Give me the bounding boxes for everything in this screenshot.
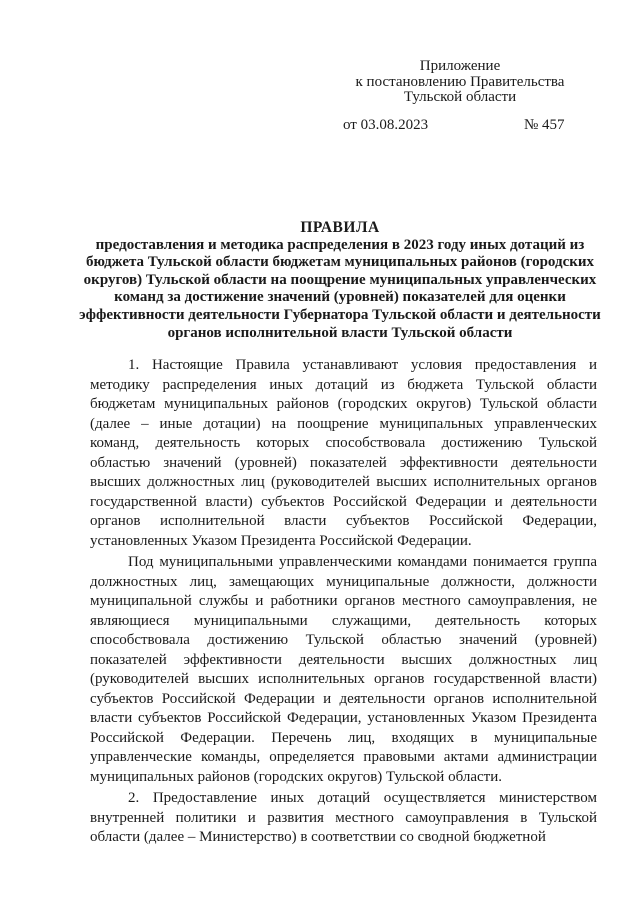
paragraph: 1. Настоящие Правила устанавливают условия предоставления и методику распределения иных дотаций из бюджета Тульской области бюджетам муниципальных районов (городских округов) Тульской области (далее – иные дотации) на поощрение муниципальных управленческих команд, деятельность которых способствовала достижению Тульской областью значений (уровней) показателей эффективности деятельности высших должностных лиц (руководителей высших исполнительных органов государственной власти) субъектов Российской Федерации и деятельности органов исполнительной власти субъектов Российской Федерации, установленных Указом Президента Российской Федерации.: [90, 357, 597, 549]
document-number: № 457: [524, 117, 565, 133]
title-heading: ПРАВИЛА: [300, 219, 380, 236]
appendix-line-2: к постановлению Правительства: [355, 73, 565, 90]
appendix-line-3: Тульской области: [403, 89, 517, 105]
document-title: [70, 219, 610, 342]
document-body: [90, 356, 597, 848]
document-date: от 03.08.2023: [343, 117, 429, 133]
title-subtitle: предоставления и методика распределения в 2023 году иных дотаций из бюджета Тульской области бюджетам муниципальных районов (городских округов) Тульской области на поощрение муниципальных управленческих команд за достижение значений (уровней) показателей для оценки эффективности деятельности Губернатора Тульской области и деятельности органов исполнительной власти Тульской области: [79, 236, 601, 341]
paragraph: Под муниципальными управленческими командами понимается группа должностных лиц, замещающих муниципальные должности, должности муниципальной службы и работники органов местного самоуправления, не являющиеся муниципальными служащими, деятельность которых способствовала достижению Тульской областью значений (уровней) показателей эффективности деятельности высших должностных лиц (руководителей высших исполнительных органов государственной власти) субъектов Российской Федерации и деятельности органов исполнительной власти субъектов Российской Федерации, установленных Указом Президента Российской Федерации. Перечень лиц, входящих в муниципальные управленческие команды, определяется правовыми актами администрации муниципальных районов (городских округов) Тульской области.: [90, 554, 597, 785]
appendix-line-1: Приложение: [419, 58, 501, 74]
paragraph: 2. Предоставление иных дотаций осуществляется министерством внутренней политики и развития местного самоуправления в Тульской области (далее – Министерство) в соответствии со сводной бюджетной: [90, 790, 597, 845]
appendix-block: [340, 59, 580, 106]
